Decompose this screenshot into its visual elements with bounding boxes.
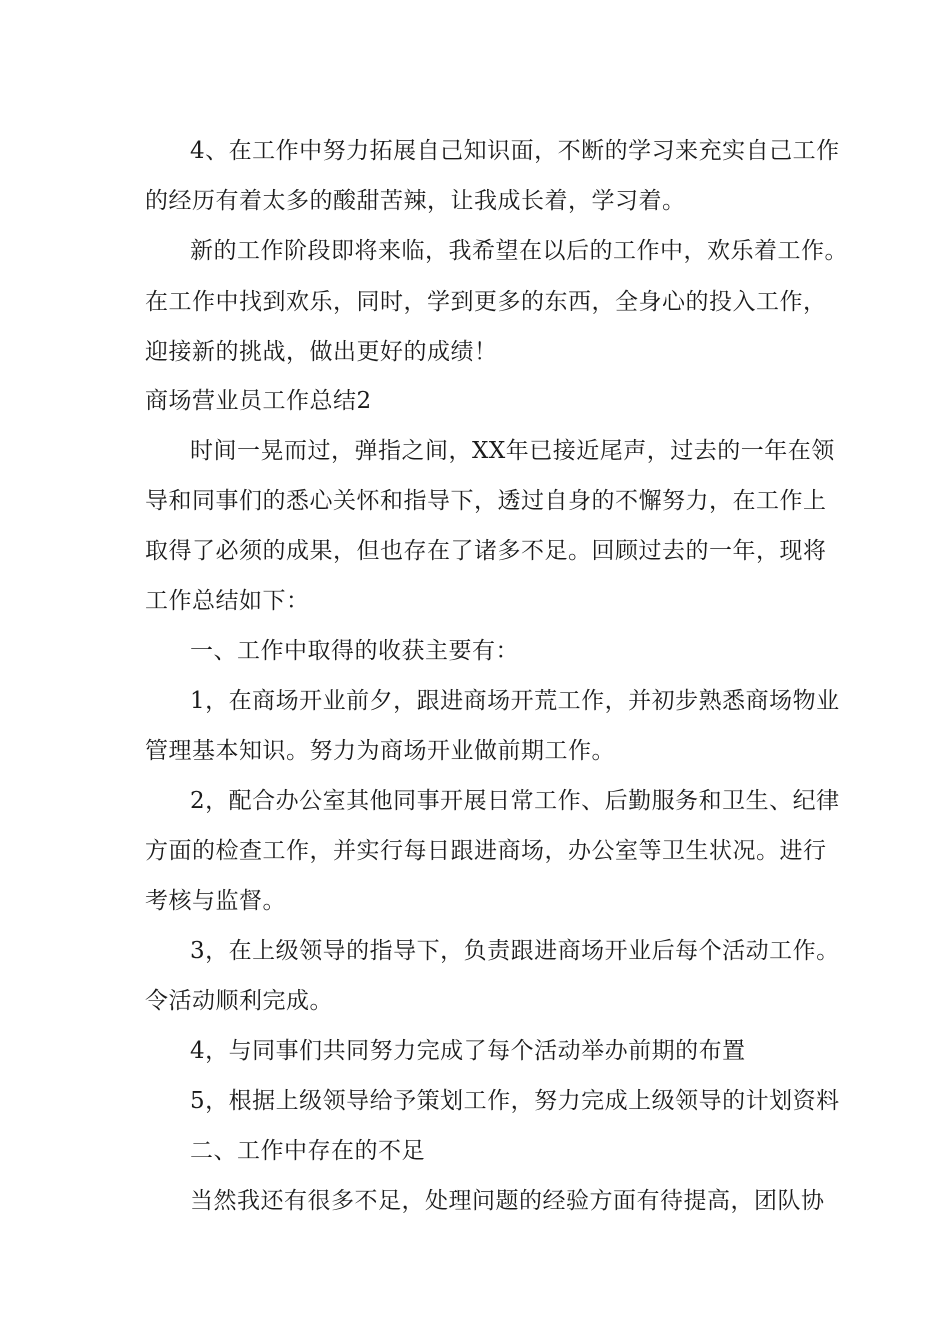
list-item-line: 4，与同事们共同努力完成了每个活动举办前期的布置 [190,1038,746,1064]
section-heading: 二、工作中存在的不足 [190,1138,425,1164]
list-item-line: 5，根据上级领导给予策划工作，努力完成上级领导的计划资料 [190,1088,840,1114]
list-item-line: 管理基本知识。努力为商场开业做前期工作。 [145,738,615,764]
list-item-line: 3，在上级领导的指导下，负责跟进商场开业后每个活动工作。 [190,938,840,964]
list-item-line: 2，配合办公室其他同事开展日常工作、后勤服务和卫生、纪律 [190,788,840,814]
paragraph-line: 在工作中找到欢乐，同时，学到更多的东西，全身心的投入工作， [145,289,827,315]
paragraph-line: 时间一晃而过，弹指之间，XX年已接近尾声，过去的一年在领 [190,438,835,464]
list-item-line: 1，在商场开业前夕，跟进商场开荒工作，并初步熟悉商场物业 [190,688,840,714]
list-item-line: 令活动顺利完成。 [145,988,333,1014]
list-item-line: 方面的检查工作，并实行每日跟进商场，办公室等卫生状况。进行 [145,838,827,864]
section-heading: 一、工作中取得的收获主要有： [190,638,519,664]
section-title: 商场营业员工作总结2 [145,388,372,414]
list-item-line: 考核与监督。 [145,888,286,914]
paragraph-line: 取得了必须的成果，但也存在了诸多不足。回顾过去的一年，现将 [145,538,827,564]
paragraph-line: 导和同事们的悉心关怀和指导下，透过自身的不懈努力，在工作上 [145,488,827,514]
paragraph-line: 迎接新的挑战，做出更好的成绩！ [145,339,498,365]
paragraph-line: 当然我还有很多不足，处理问题的经验方面有待提高，团队协 [190,1188,825,1214]
paragraph-line: 新的工作阶段即将来临，我希望在以后的工作中，欢乐着工作。 [190,238,848,264]
paragraph-line: 工作总结如下： [145,588,310,614]
paragraph-line: 的经历有着太多的酸甜苦辣，让我成长着，学习着。 [145,188,686,214]
paragraph-line: 4、在工作中努力拓展自己知识面，不断的学习来充实自己工作 [190,138,840,164]
